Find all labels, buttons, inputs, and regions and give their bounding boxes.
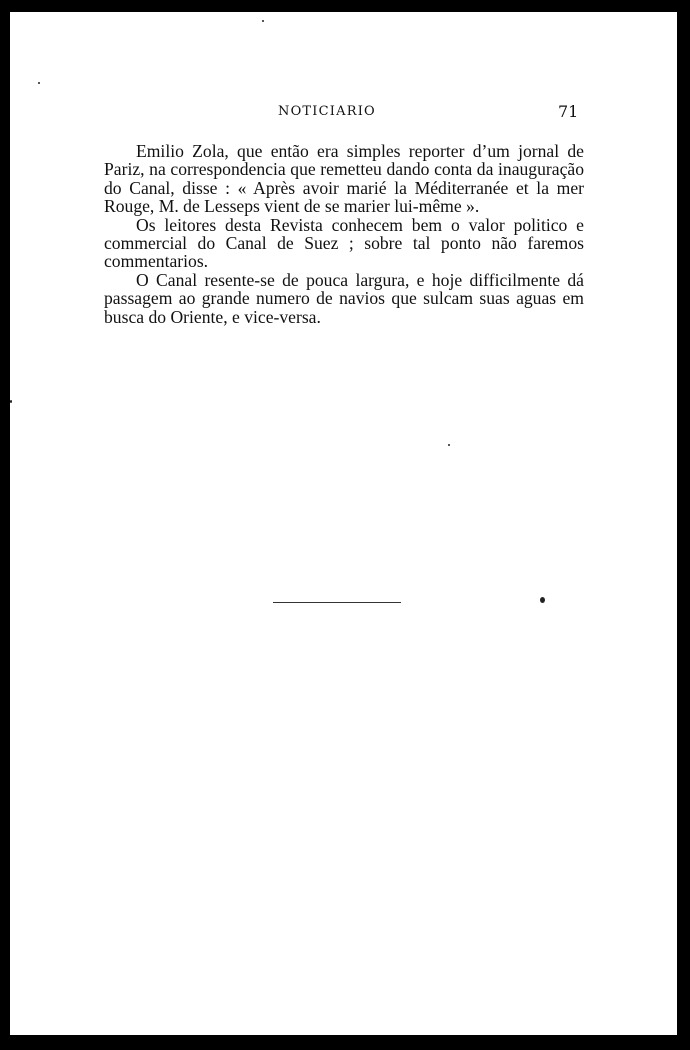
ink-speck <box>448 444 450 446</box>
running-title: NOTICIARIO <box>278 104 376 119</box>
paragraph-zola-quote: Emilio Zola, que então era simples reporter d’um jornal de Pariz, na correspondencia que remetteu dando conta da inauguração do Canal, disse : « Après avoir marié la Méditerranée et la mer Rouge, M. de Lesseps vient de se marier lui-même ». <box>104 141 584 217</box>
running-head <box>10 102 677 124</box>
section-end-rule <box>273 602 401 603</box>
ink-speck <box>38 82 40 84</box>
book-page <box>10 12 677 1035</box>
ink-speck <box>10 400 12 403</box>
page-number: 71 <box>558 102 579 121</box>
ink-speck <box>540 597 545 603</box>
paragraph-canal-width: O Canal resente-se de pouca largura, e hoje difficilmente dá passagem ao grande numero de navios que sulcam suas aguas em busca do Oriente, e vice-versa. <box>104 269 584 327</box>
paragraph-canal-value: Os leitores desta Revista conhecem bem o valor politico e commercial do Canal de Suez ; sobre tal ponto não faremos commentarios. <box>104 214 584 272</box>
ink-speck <box>262 20 264 22</box>
body-text <box>104 142 584 326</box>
